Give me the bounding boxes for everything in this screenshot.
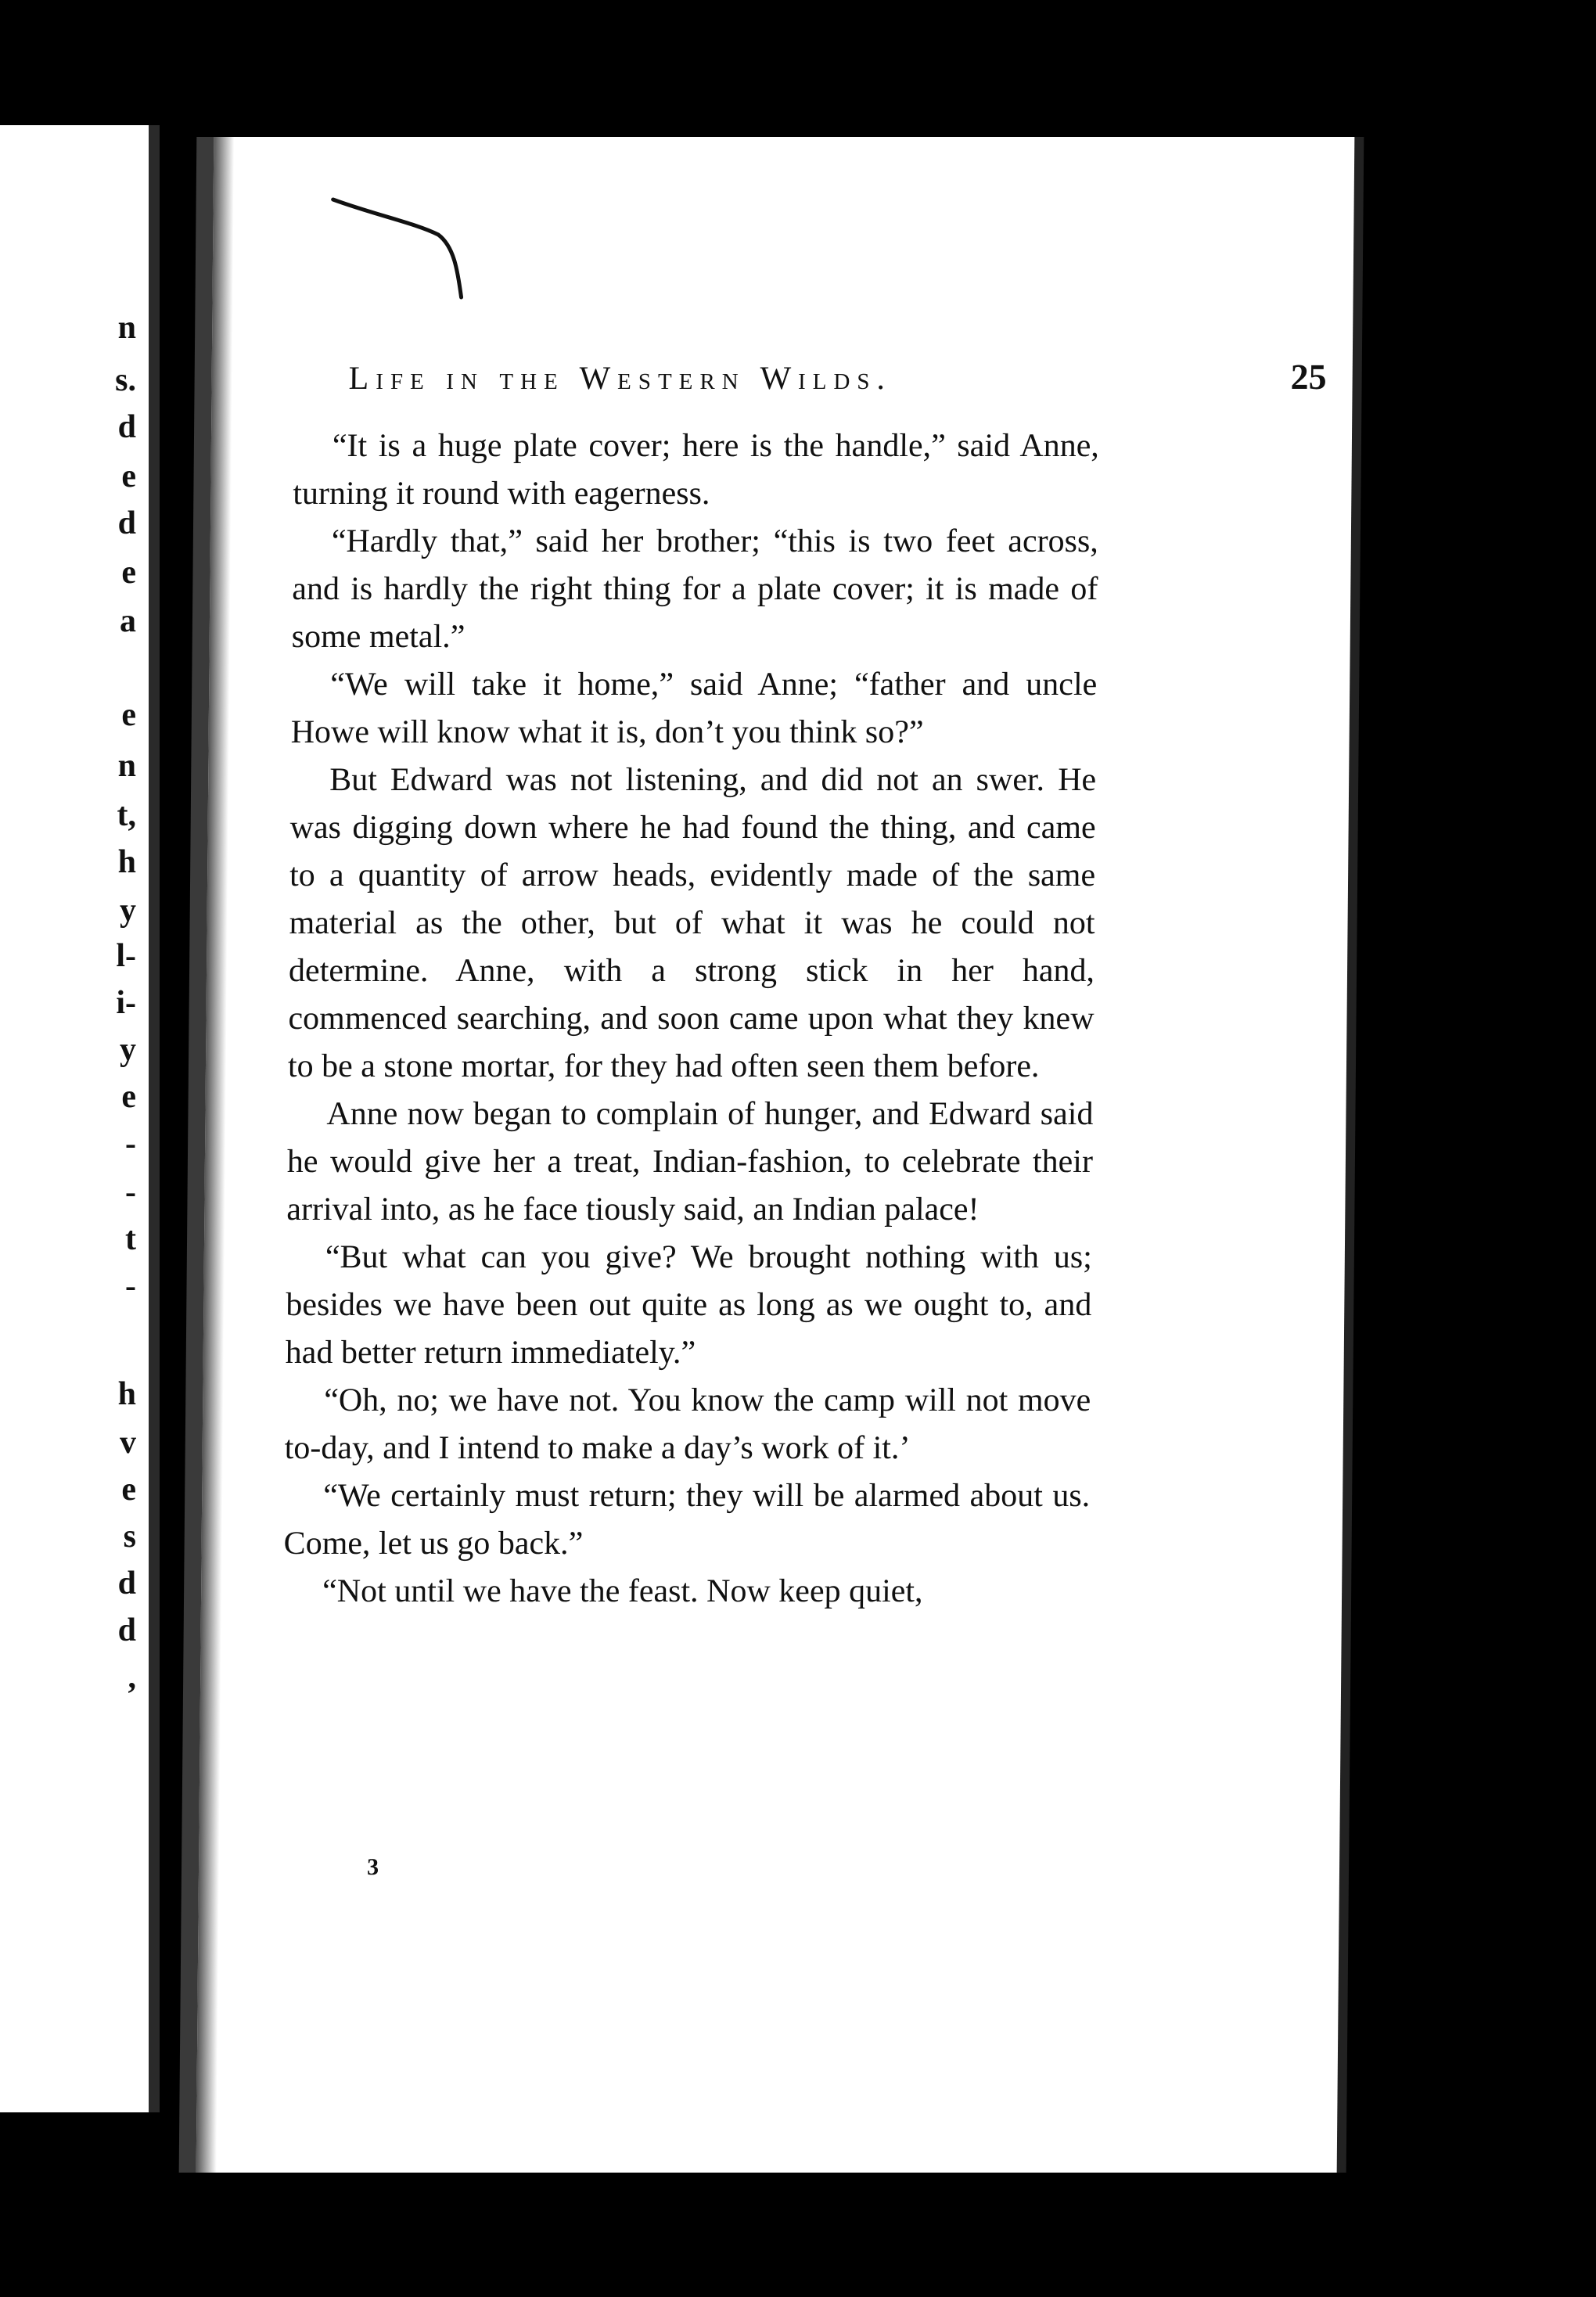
edge-letter: , <box>128 1659 136 1695</box>
dust-speck <box>63 172 67 177</box>
dust-speck <box>1240 1472 1245 1477</box>
edge-letter: t, <box>117 797 136 833</box>
paragraph: “Oh, no; we have not. You know the camp will not move to-day, and I intend to make a day’s work of it.’ <box>284 1382 1091 1466</box>
edge-letter: e <box>121 697 136 733</box>
edge-letter: e <box>121 1472 136 1508</box>
edge-letter: e <box>121 458 136 494</box>
paragraph: But Edward was not listening, and did not an swer. He was digging down where he had found the thing, and came to a quantity of arrow heads, evidently made of the same material as the other, but of what it was he could not determine. Anne, with a strong stick in her hand, commenced searching, and soon came upon what they knew to be a stone mortar, for they had often seen them before. <box>287 762 1097 1084</box>
edge-letter: - <box>125 1174 136 1210</box>
edge-letter: - <box>125 1126 136 1162</box>
edge-letter: y <box>120 1032 136 1068</box>
edge-letter: d <box>117 505 136 541</box>
paragraph: “It is a huge plate cover; here is the handle,” said Anne, turning it round with eagerness. <box>293 428 1100 512</box>
body-text <box>283 422 1099 1616</box>
edge-letter: l- <box>116 938 136 974</box>
edge-letter: i- <box>116 985 136 1021</box>
edge-letter: y <box>120 893 136 929</box>
running-head <box>348 356 1326 397</box>
edge-letter: - <box>125 1268 136 1304</box>
edge-letter: d <box>117 1612 136 1648</box>
page-number: 25 <box>1290 357 1327 397</box>
paragraph: “Hardly that,” said her brother; “this is two feet across, and is hardly the right thing for a plate cover; it is made of some metal.” <box>291 523 1099 655</box>
paragraph: Anne now began to complain of hunger, and Edward said he would give her a treat, Indian-fashion, to celebrate their arrival into, as he face tiously said, an Indian palace! <box>286 1096 1094 1228</box>
edge-letter: e <box>121 555 136 591</box>
paragraph: “Not until we have the feast. Now keep quiet, <box>322 1573 923 1609</box>
edge-letter: a <box>120 603 136 639</box>
edge-letter: d <box>117 409 136 445</box>
running-title: Life in the Western Wilds. <box>348 361 893 397</box>
paragraph: “We certainly must return; they will be alarmed about us. Come, let us go back.” <box>283 1478 1091 1562</box>
gutter-shadow <box>196 137 235 2173</box>
left-page-fragment <box>0 125 160 2112</box>
edge-letter: t <box>125 1221 136 1257</box>
edge-letter: v <box>120 1425 136 1461</box>
edge-letter: s <box>123 1519 136 1555</box>
edge-letter: h <box>117 844 136 880</box>
edge-letter: d <box>117 1565 136 1601</box>
paragraph: “But what can you give? We brought nothing with us; besides we have been out quite as long as we ought to, and had better return immediately.” <box>285 1239 1093 1371</box>
edge-letter: e <box>121 1079 136 1115</box>
edge-letter: h <box>117 1376 136 1412</box>
edge-letter: n <box>117 310 136 346</box>
pen-stroke-mark <box>328 196 469 305</box>
paragraph: “We will take it home,” said Anne; “father and uncle Howe will know what it is, don’t you think so?” <box>290 667 1098 750</box>
edge-letter: n <box>117 748 136 784</box>
signature-mark: 3 <box>366 1854 379 1880</box>
edge-letter: s. <box>115 362 136 398</box>
book-page <box>196 137 1355 2173</box>
